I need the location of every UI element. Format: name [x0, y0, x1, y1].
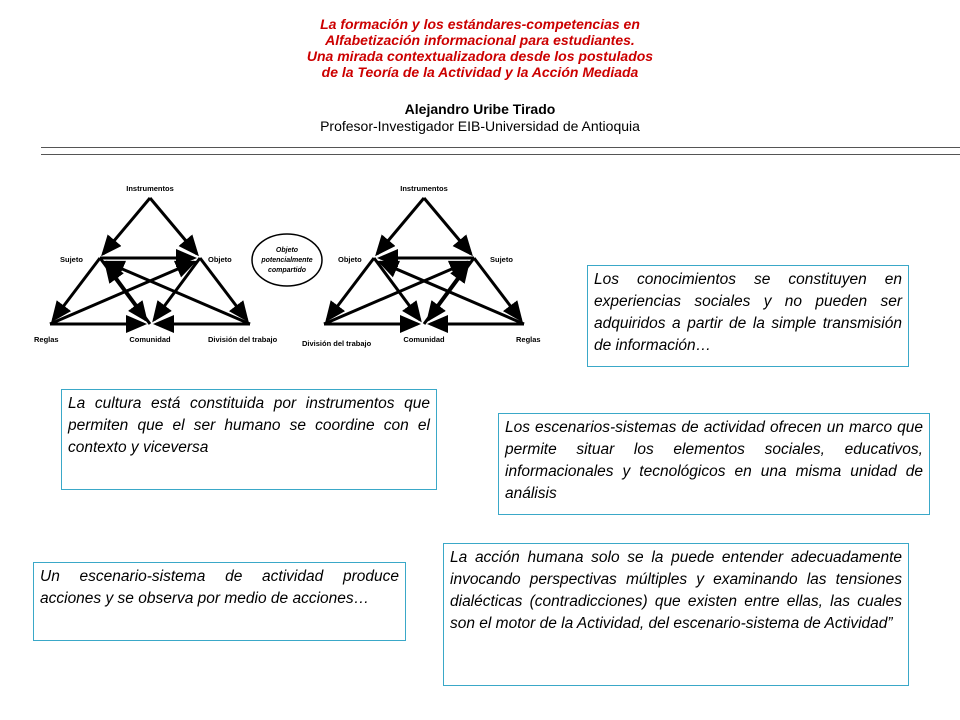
left-label-comunidad: Comunidad	[129, 335, 171, 344]
author-affiliation: Profesor-Investigador EIB-Universidad de Antioquia	[320, 118, 640, 134]
left-label-division: División del trabajo	[208, 335, 278, 344]
left-label-instrumentos: Instrumentos	[126, 184, 174, 193]
right-label-comunidad: Comunidad	[403, 335, 445, 344]
right-label-reglas: Reglas	[516, 335, 541, 344]
author-name: Alejandro Uribe Tirado	[404, 101, 556, 117]
quote-box-escenarios	[498, 413, 930, 515]
quote-text-cultura: La cultura está constituida por instrumentos que permiten que el ser humano se coordine con el contexto y viceversa	[68, 395, 430, 456]
divider-line-bottom	[41, 154, 960, 155]
title-line-2: Alfabetización informacional para estudiantes.	[325, 32, 635, 48]
right-label-objeto: Objeto	[338, 255, 362, 264]
title-line-3: Una mirada contextualizadora desde los postulados	[306, 48, 654, 64]
right-label-division: División del trabajo	[302, 339, 372, 348]
left-label-sujeto: Sujeto	[60, 255, 83, 264]
quote-text-accion-humana: La acción humana solo se la puede entender adecuadamente invocando perspectivas múltiples y examinando las tensiones dialécticas (contradicciones) que existen entre ellas, las cuales son el motor de la Actividad, del escenario-sistema de Actividad”	[450, 549, 902, 632]
oval-line-2: potencialmente	[261, 257, 313, 264]
quote-text-escenarios: Los escenarios-sistemas de actividad ofrecen un marco que permite situar los elementos sociales, educativos, informacionales y tecnológicos en una misma unidad de análisis	[505, 419, 923, 502]
quote-box-cultura	[61, 389, 437, 490]
quote-box-accion-humana	[443, 543, 909, 686]
right-label-instrumentos: Instrumentos	[400, 184, 448, 193]
oval-line-3: compartido	[267, 267, 307, 274]
left-label-reglas: Reglas	[34, 335, 59, 344]
quote-box-escenario-sistema	[33, 562, 406, 641]
title-line-4: de la Teoría de la Actividad y la Acción Mediada	[321, 64, 639, 80]
presentation-title	[0, 16, 960, 80]
title-line-1: La formación y los estándares-competencias en	[320, 16, 640, 32]
quote-text-escenario-sistema: Un escenario-sistema de actividad produce acciones y se observa por medio de acciones…	[40, 568, 399, 607]
author-block	[0, 101, 960, 135]
quote-text-conocimientos: Los conocimientos se constituyen en experiencias sociales y no pueden ser adquiridos a partir de la simple transmisión de información…	[594, 271, 902, 354]
activity-system-diagram	[34, 176, 554, 356]
right-label-sujeto: Sujeto	[490, 255, 513, 264]
divider-line-top	[41, 147, 960, 148]
oval-line-1: Objeto	[275, 247, 299, 254]
left-label-objeto: Objeto	[208, 255, 232, 264]
quote-box-conocimientos	[587, 265, 909, 367]
